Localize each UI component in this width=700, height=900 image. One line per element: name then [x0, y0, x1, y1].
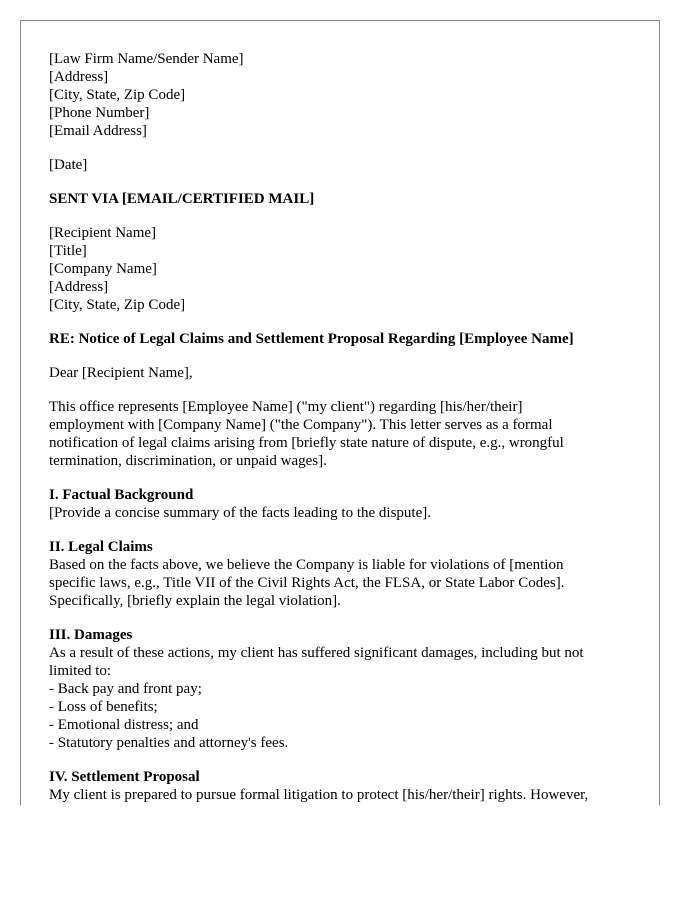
- delivery-block: [49, 190, 639, 208]
- section-heading: I. Factual Background: [49, 487, 194, 503]
- date-block: [49, 156, 639, 174]
- section-factual-background: [49, 486, 639, 522]
- salutation: Dear [Recipient Name],: [49, 365, 193, 381]
- damages-list-item: - Back pay and front pay;: [49, 681, 202, 697]
- recipient-line: [Address]: [49, 279, 109, 295]
- section-line: Based on the facts above, we believe the Company is liable for violations of [mention: [49, 557, 564, 573]
- intro-paragraph: [49, 398, 639, 470]
- recipient-line: [Title]: [49, 243, 87, 259]
- re-block: [49, 330, 639, 348]
- section-line: limited to:: [49, 663, 112, 679]
- document-page: [20, 20, 660, 805]
- recipient-line: [Recipient Name]: [49, 225, 157, 241]
- damages-list-item: - Statutory penalties and attorney's fees.: [49, 735, 289, 751]
- intro-line: termination, discrimination, or unpaid wages].: [49, 453, 327, 469]
- section-damages: [49, 626, 639, 752]
- recipient-line: [Company Name]: [49, 261, 157, 277]
- section-heading: III. Damages: [49, 627, 133, 643]
- section-legal-claims: [49, 538, 639, 610]
- intro-line: notification of legal claims arising from [briefly state nature of dispute, e.g., wrongful: [49, 435, 564, 451]
- section-line: My client is prepared to pursue formal litigation to protect [his/her/their] rights. However,: [49, 787, 589, 803]
- section-line: [Provide a concise summary of the facts leading to the dispute].: [49, 505, 431, 521]
- sender-line: [Address]: [49, 69, 109, 85]
- section-heading: IV. Settlement Proposal: [49, 769, 200, 785]
- letter-body: [49, 50, 639, 805]
- subject-line: RE: Notice of Legal Claims and Settlement Proposal Regarding [Employee Name]: [49, 331, 574, 347]
- recipient-line: [City, State, Zip Code]: [49, 297, 186, 313]
- salutation-block: [49, 364, 639, 382]
- sender-block: [49, 50, 639, 140]
- delivery-method: SENT VIA [EMAIL/CERTIFIED MAIL]: [49, 191, 315, 207]
- recipient-block: [49, 224, 639, 314]
- damages-list-item: - Emotional distress; and: [49, 717, 199, 733]
- section-line: As a result of these actions, my client has suffered significant damages, including but not: [49, 645, 584, 661]
- sender-line: [Law Firm Name/Sender Name]: [49, 51, 244, 67]
- sender-line: [Phone Number]: [49, 105, 150, 121]
- sender-line: [Email Address]: [49, 123, 147, 139]
- section-line: specific laws, e.g., Title VII of the Civil Rights Act, the FLSA, or State Labor Codes].: [49, 575, 565, 591]
- section-line: Specifically, [briefly explain the legal violation].: [49, 593, 341, 609]
- intro-line: employment with [Company Name] ("the Company"). This letter serves as a formal: [49, 417, 553, 433]
- section-settlement-proposal: [49, 768, 639, 804]
- intro-line: This office represents [Employee Name] ("my client") regarding [his/her/their]: [49, 399, 523, 415]
- sender-line: [City, State, Zip Code]: [49, 87, 186, 103]
- section-heading: II. Legal Claims: [49, 539, 153, 555]
- damages-list-item: - Loss of benefits;: [49, 699, 158, 715]
- letter-date: [Date]: [49, 157, 88, 173]
